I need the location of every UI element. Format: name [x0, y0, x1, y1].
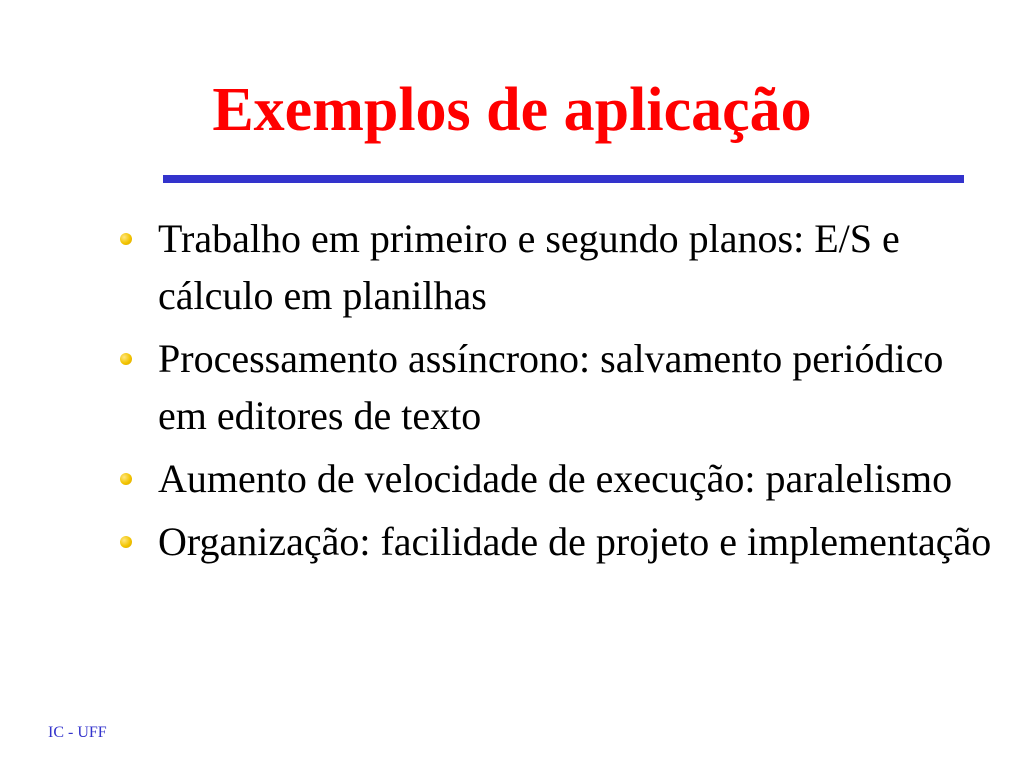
- slide-title: Exemplos de aplicação: [212, 76, 812, 144]
- bullet-item: [120, 210, 1000, 324]
- bullet-dot-icon: [120, 536, 132, 548]
- bullet-item: [120, 513, 1000, 570]
- bullet-dot-icon: [120, 233, 132, 245]
- bullet-item: [120, 450, 1000, 507]
- footer-label: IC - UFF: [48, 724, 107, 741]
- bullet-dot-icon: [120, 473, 132, 485]
- title-divider: [163, 175, 964, 183]
- bullet-text: Processamento assíncrono: salvamento periódico em editores de texto: [158, 336, 944, 438]
- bullet-text: Organização: facilidade de projeto e implementação: [158, 519, 992, 564]
- bullet-item: [120, 330, 1000, 444]
- bullet-dot-icon: [120, 353, 132, 365]
- bullet-text: Trabalho em primeiro e segundo planos: E/S e cálculo em planilhas: [158, 216, 900, 318]
- bullet-text: Aumento de velocidade de execução: paralelismo: [158, 456, 953, 501]
- bullet-list: [120, 210, 1000, 576]
